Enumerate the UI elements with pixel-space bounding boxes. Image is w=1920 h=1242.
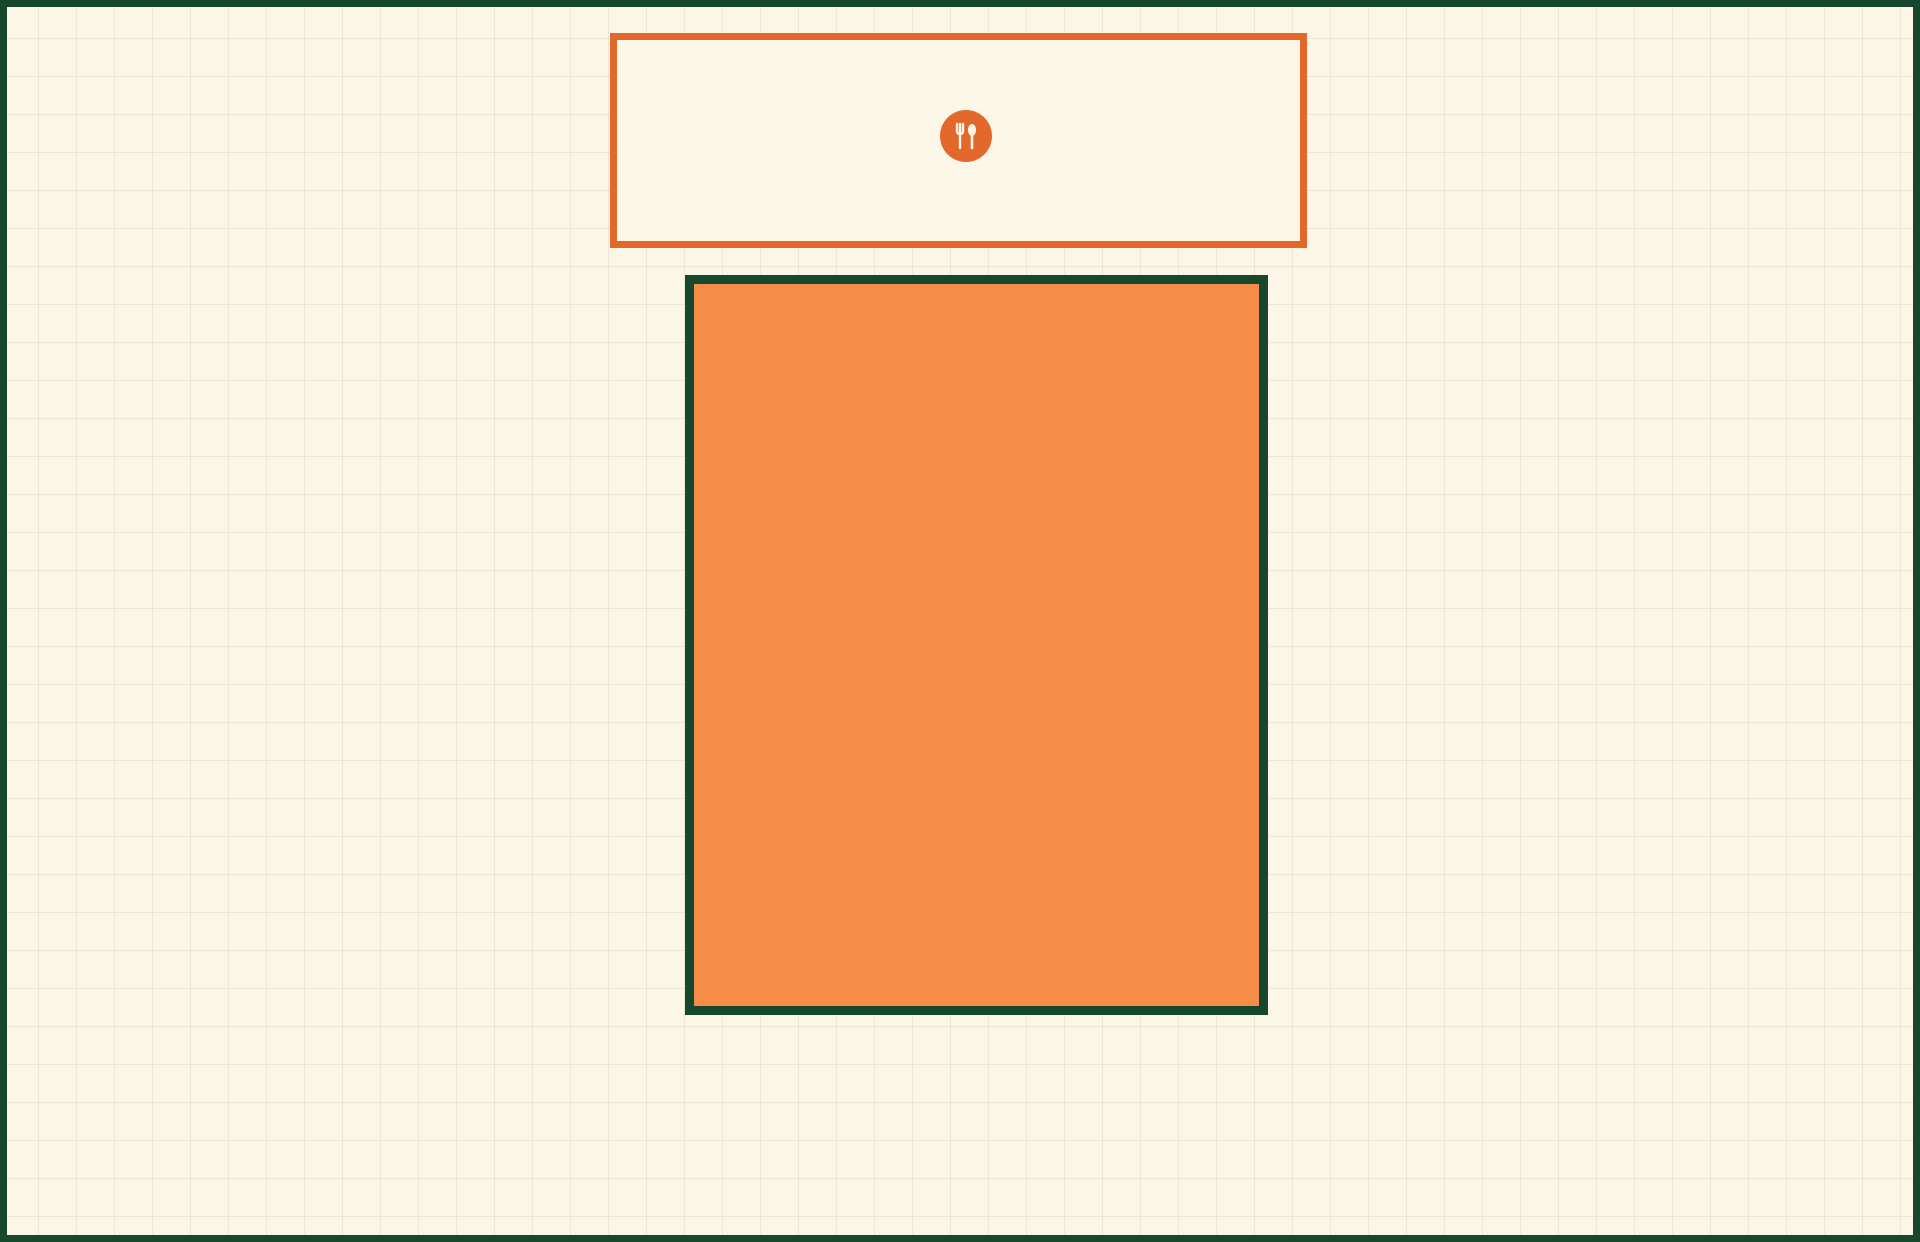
header-title-row <box>926 110 992 162</box>
fork-spoon-icon <box>940 110 992 162</box>
header-box <box>610 33 1307 248</box>
dessert-section <box>617 1047 1337 1067</box>
right-column <box>1297 277 1907 317</box>
left-column <box>37 277 647 317</box>
specials-box <box>685 275 1268 1015</box>
